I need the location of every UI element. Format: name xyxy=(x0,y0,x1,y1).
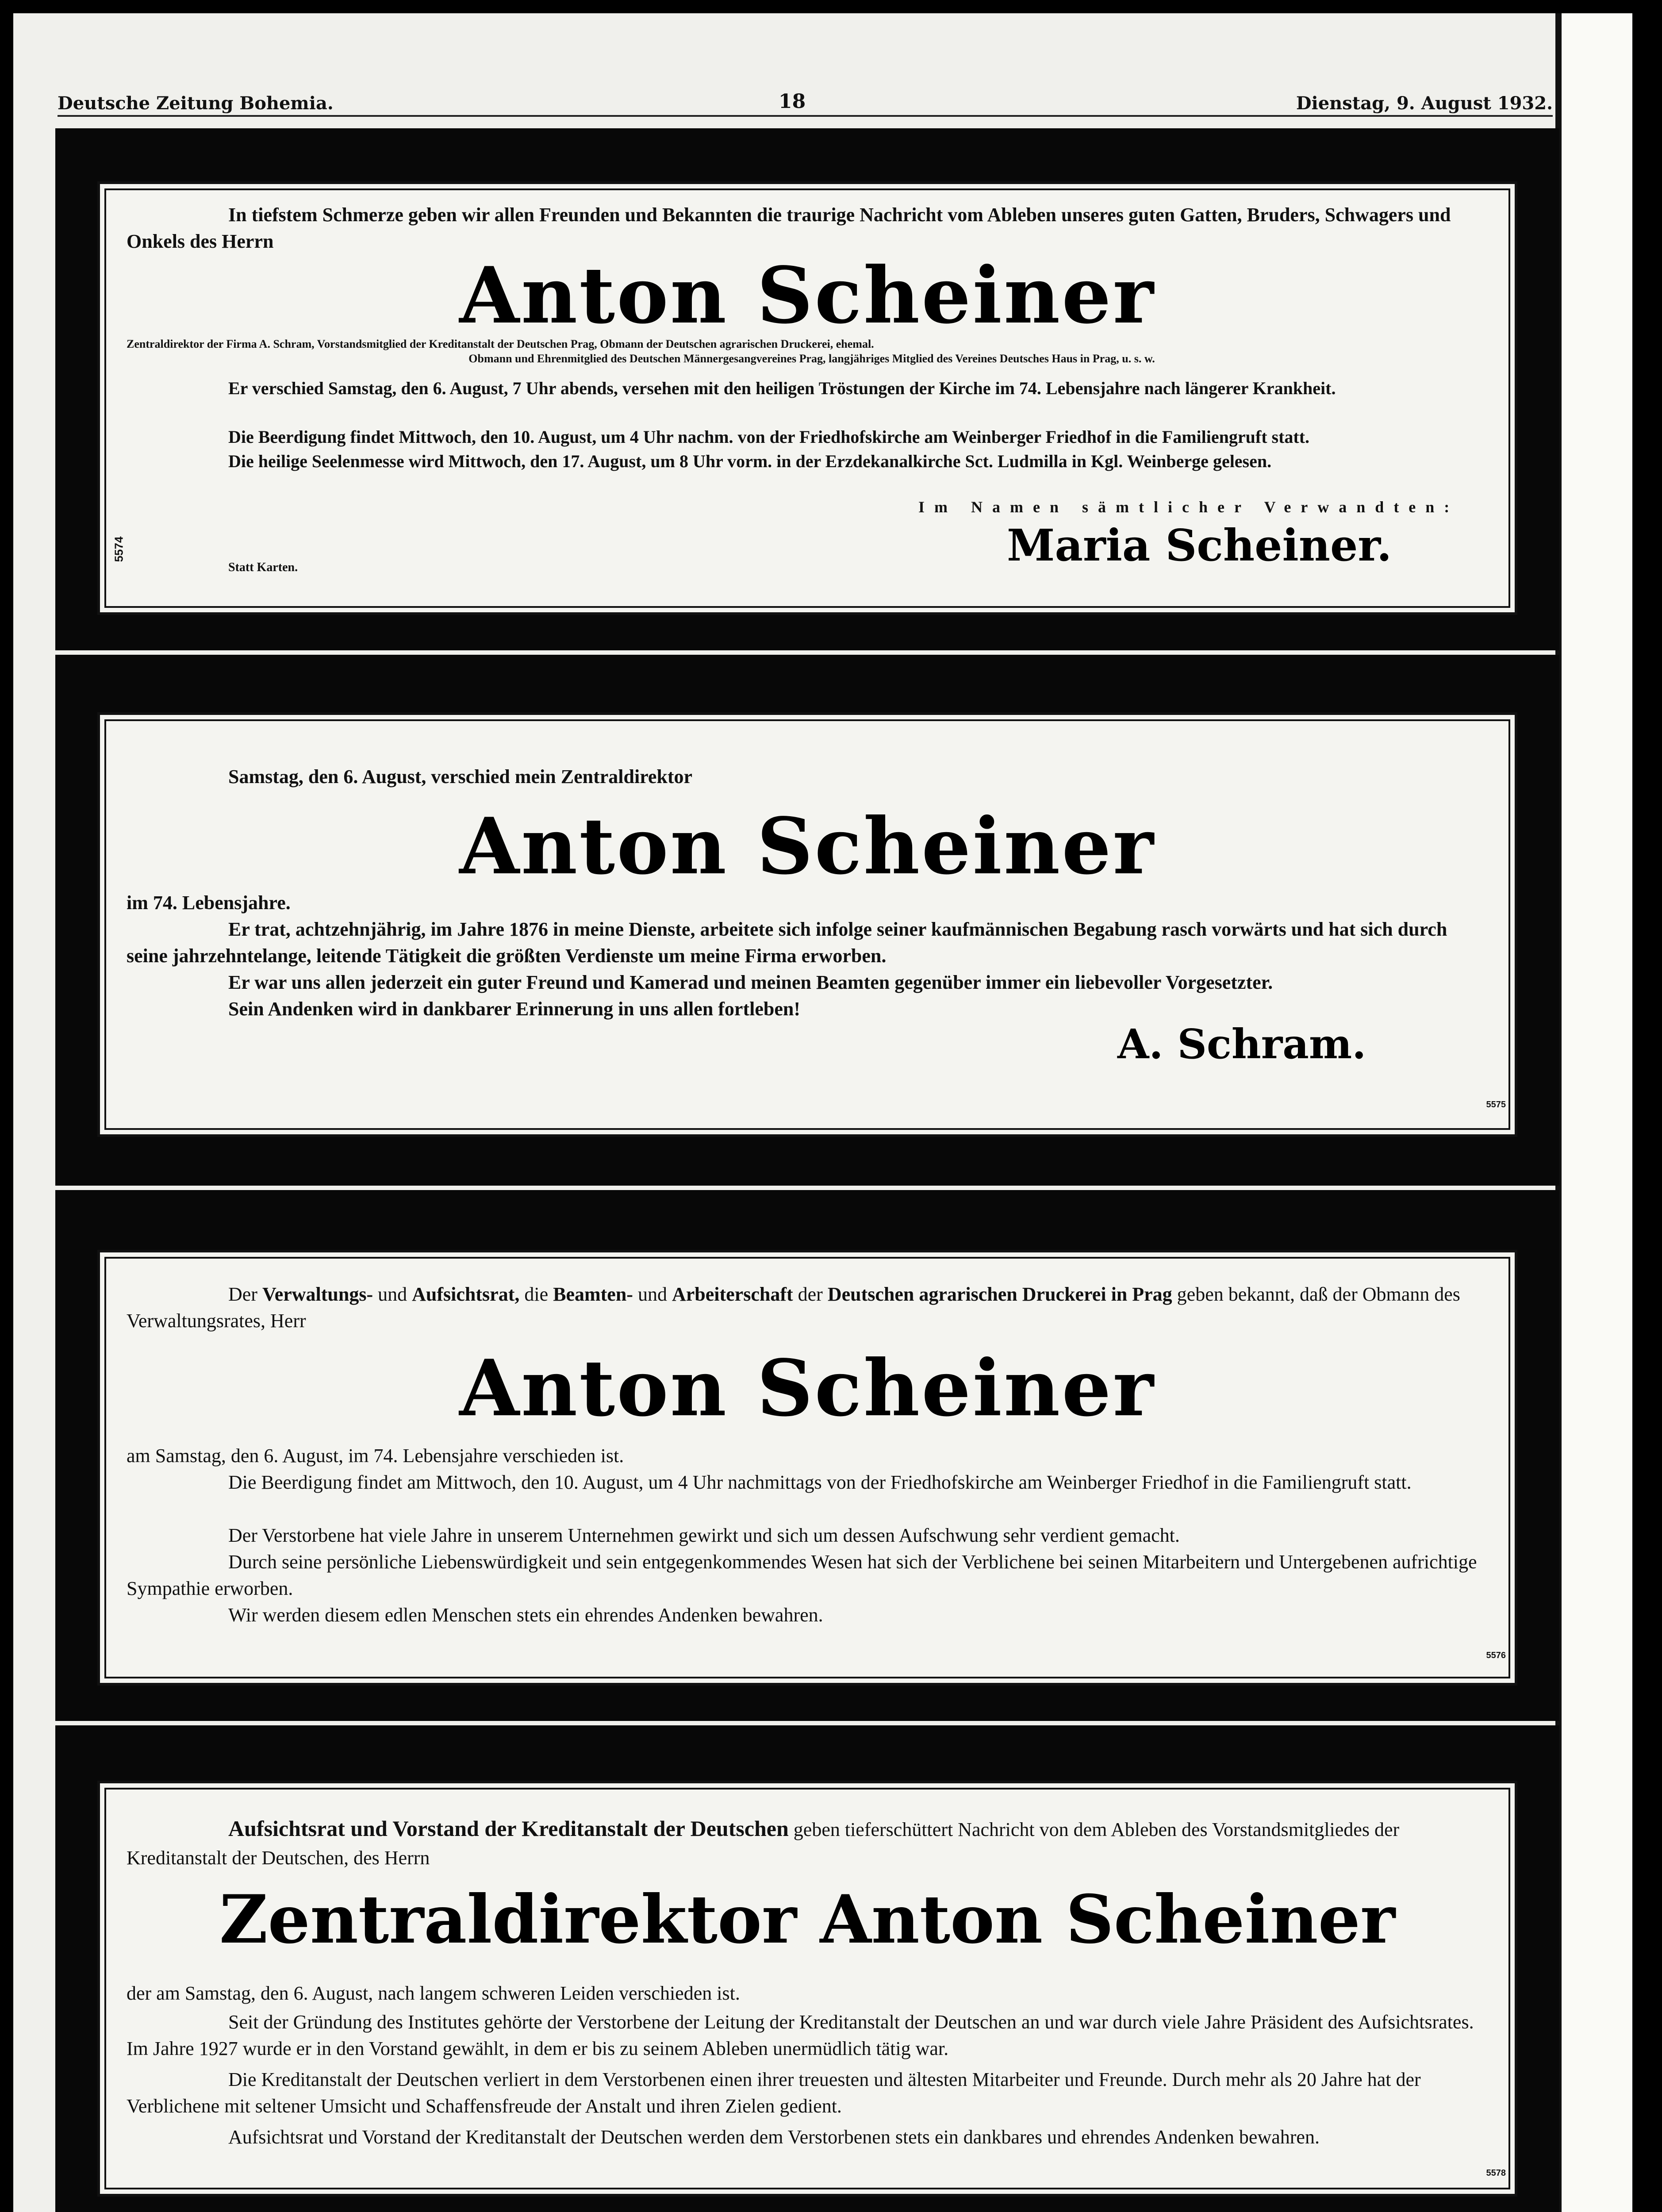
notice-intro: Samstag, den 6. August, verschied mein Zentraldirektor xyxy=(228,766,693,787)
stamp-text: Statt Karten. xyxy=(228,561,298,574)
notice-paragraph: Die heilige Seelenmesse wird Mittwoch, den 17. August, um 8 Uhr vorm. in der Erzdekanalkirche Sct. Ludmilla in Kgl. Weinberge gelesen. xyxy=(228,451,1272,471)
on-behalf-line: Im Namen sämtlicher Verwandten: xyxy=(918,498,1459,516)
newspaper-page xyxy=(13,13,1632,2212)
notice-paragraph: Aufsichtsrat und Vorstand der Kreditanstalt der Deutschen werden dem Verstorbenen stets ein dankbares und ehrendes Andenken bewahren. xyxy=(228,2126,1320,2148)
notice-frame xyxy=(97,1781,1517,2197)
ad-number: 5574 xyxy=(112,536,126,562)
obituary-notice-family xyxy=(55,128,1559,650)
notice-intro: In tiefstem Schmerze geben wir allen Freunden und Bekannten die traurige Nachricht vom Ableben unseres guten Gatten, Bruders, Schwagers und Onkels des Herrn xyxy=(127,204,1451,252)
notice-paragraph: Er verschied Samstag, den 6. August, 7 Uhr abends, versehen mit den heiligen Tröstungen der Kirche im 74. Lebensjahre nach längerer Krankheit. xyxy=(228,378,1336,398)
notice-paragraph: Wir werden diesem edlen Menschen stets ein ehrendes Andenken bewahren. xyxy=(228,1604,823,1626)
notice-frame xyxy=(97,712,1517,1137)
notice-paragraph: am Samstag, den 6. August, im 74. Lebensjahre verschieden ist. xyxy=(127,1445,624,1467)
obituary-notice-credit-bank xyxy=(55,1725,1559,2212)
newspaper-title: Deutsche Zeitung Bohemia. xyxy=(58,93,334,114)
page-number: 18 xyxy=(779,90,806,113)
notice-paragraph: Sein Andenken wird in dankbarer Erinnerung in uns allen fortleben! xyxy=(228,998,800,1020)
deceased-name: Anton Scheiner xyxy=(459,250,1155,341)
notice-paragraph: Er trat, achtzehnjährig, im Jahre 1876 in meine Dienste, arbeitete sich infolge seiner kaufmännischen Begabung rasch vorwärts und hat sich durch seine jahrzehntelange, leitende Tätigkeit die größten Verdienste um meine Firma erworben. xyxy=(127,918,1447,967)
signature: A. Schram. xyxy=(1117,1020,1366,1068)
ad-number: 5576 xyxy=(1486,1651,1506,1660)
notice-frame xyxy=(97,181,1517,615)
notice-paragraph: Durch seine persönliche Liebenswürdigkeit und sein entgegenkommendes Wesen hat sich der Verblichene bei seinen Mitarbeitern und Untergebenen aufrichtige Sympathie erworben. xyxy=(127,1551,1477,1599)
signature: Maria Scheiner. xyxy=(1007,520,1392,571)
age-line: im 74. Lebensjahre. xyxy=(127,892,291,914)
notice-intro: Der Verwaltungs- und Aufsichtsrat, die Beamten- und Arbeiterschaft der Deutschen agrarischen Druckerei in Prag geben bekannt, daß der Obmann des Verwaltungsrates, Herr xyxy=(127,1283,1460,1332)
notice-paragraph: Seit der Gründung des Institutes gehörte der Verstorbene der Leitung der Kreditanstalt der Deutschen an und war durch viele Jahre Präsident des Aufsichtsrates. Im Jahre 1927 wurde er in den Vorstand gewählt, in dem er bis zu seinem Ableben unermüdlich tätig war. xyxy=(127,2011,1474,2059)
notice-paragraph: Die Beerdigung findet Mittwoch, den 10. August, um 4 Uhr nachm. von der Friedhofskirche am Weinberger Friedhof in die Familiengruft statt. xyxy=(228,427,1310,447)
notice-frame xyxy=(97,1250,1517,1686)
obituary-notice-employer xyxy=(55,655,1559,1186)
notice-paragraph: Die Kreditanstalt der Deutschen verliert in dem Verstorbenen einen ihrer treuesten und ältesten Mitarbeiter und Freunde. Durch mehr als 20 Jahre hat der Verblichene mit seltener Umsicht und Schaffensfreude der Anstalt und ihren Zielen gedient. xyxy=(127,2069,1421,2117)
ad-number: 5575 xyxy=(1486,1100,1506,1110)
notice-intro: Aufsichtsrat und Vorstand der Kreditanstalt der Deutschen geben tieferschüttert Nachricht von dem Ableben des Vorstandsmitgliedes der Kreditanstalt der Deutschen, des Herrn xyxy=(127,1816,1400,1869)
deceased-name: Anton Scheiner xyxy=(459,1343,1155,1434)
deceased-titles-line1: Zentraldirektor der Firma A. Schram, Vorstandsmitglied der Kreditanstalt der Deutschen Prag, Obmann der Deutschen agrarischen Druckerei, ehemal. xyxy=(127,338,874,350)
issue-date: Dienstag, 9. August 1932. xyxy=(1296,93,1553,114)
notice-paragraph: Er war uns allen jederzeit ein guter Freund und Kamerad und meinen Beamten gegenüber immer ein liebevoller Vorgesetzter. xyxy=(228,972,1273,993)
deceased-titles-line2: Obmann und Ehrenmitglied des Deutschen Männergesangvereines Prag, langjähriges Mitglied des Vereines Deutsches Haus in Prag, u. s. w. xyxy=(468,352,1155,365)
header-rule xyxy=(58,115,1553,117)
notice-paragraph: Der Verstorbene hat viele Jahre in unserem Unternehmen gewirkt und sich um dessen Aufschwung sehr verdient gemacht. xyxy=(228,1525,1180,1546)
deceased-name: Zentraldirektor Anton Scheiner xyxy=(219,1881,1396,1959)
page-edge xyxy=(1555,13,1632,2212)
notice-paragraph: Die Beerdigung findet am Mittwoch, den 10. August, um 4 Uhr nachmittags von der Friedhofskirche am Weinberger Friedhof in die Familiengruft statt. xyxy=(228,1471,1412,1493)
deceased-name: Anton Scheiner xyxy=(459,801,1155,892)
obituary-notice-printing-house xyxy=(55,1190,1559,1721)
notice-paragraph: der am Samstag, den 6. August, nach langem schweren Leiden verschieden ist. xyxy=(127,1982,740,2004)
ad-number: 5578 xyxy=(1486,2168,1506,2178)
